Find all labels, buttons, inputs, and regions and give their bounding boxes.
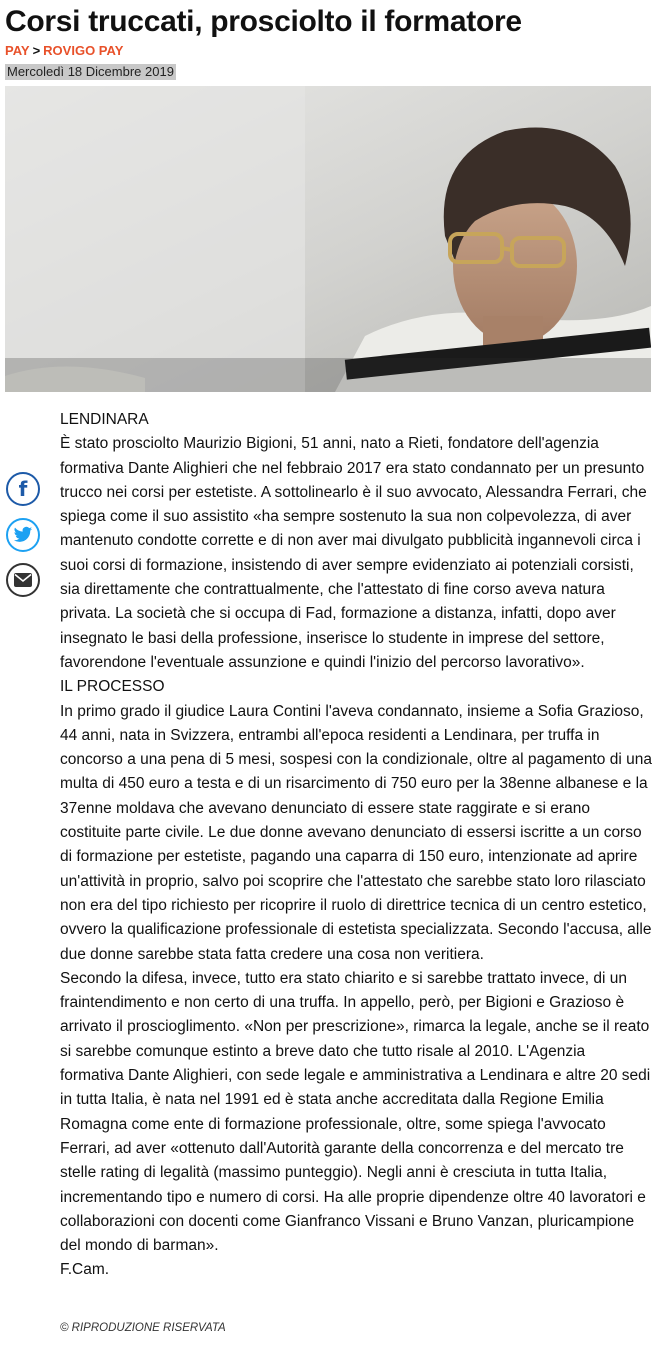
twitter-bird-icon xyxy=(13,526,33,544)
copyright-notice: © RIPRODUZIONE RISERVATA xyxy=(60,1322,226,1334)
article-paragraph: In primo grado il giudice Laura Contini l'aveva condannato, insieme a Sofia Grazioso, 44 anni, nata in Svizzera, entrambi all'epoca residenti a Lendinara, per truffa in concorso a una pena di 5 mesi, sospesi con la condizionale, oltre al pagamento di una multa di 450 euro a testa e di un risarcimento di 750 euro per la 38enne albanese e la 37enne moldava che avevano denunciato di essere state raggirate e si erano costituite parte civile. Le due donne avevano denunciato di essersi iscritte a un corso di formazione per estetiste, pagando una caparra di 150 euro, intenzionate ad aprire un'attività in proprio, salvo poi scoprire che l'attestato che sarebbe stato loro rilasciato non era del tipo richiesto per ricoprire il ruolo di direttrice tecnica di un centro estetico, ovvero la qualificazione professionale di estetista specializzata. Secondo l'accusa, alle due donne sarebbe stata fatta credere una cosa non veritiera. xyxy=(60,702,652,963)
article-paragraph: Secondo la difesa, invece, tutto era stato chiarito e si sarebbe trattato invece, di un fraintendimento e non certo di una truffa. In appello, però, per Bigioni e Grazioso è arrivato il proscioglimento. «Non per prescrizione», rimarca la legale, anche se il reato si sarebbe comunque estinto a breve dato che tutto risale al 2010. L'Agenzia formativa Dante Alighieri, con sede legale e amministrativa a Lendinara e altre 20 sedi in tutta Italia, è nata nel 1991 ed è stata anche accreditata dalla Regione Emilia Romagna come ente di formazione professionale, oltre, some spiega l'avvocato Ferrari, ad aver «ottenuto dall'Autorità garante della concorrenza e del mercato tre stelle rating di legalità (massimo punteggio). Negli anni è cresciuta in tutta Italia, incrementando tipo e numero di corsi. Ha alle proprie dipendenze oltre 40 lavoratori e collaborazioni con docenti come Gianfranco Vissani e Bruno Vanzan, pluricampione del mondo di barman». xyxy=(60,969,651,1255)
facebook-icon: f xyxy=(18,477,28,501)
article-subheading: IL PROCESSO xyxy=(60,678,165,696)
article-dateline: LENDINARA xyxy=(60,411,149,428)
breadcrumb-section-link[interactable]: PAY xyxy=(5,43,30,58)
breadcrumb-subsection-link[interactable]: ROVIGO PAY xyxy=(43,43,124,58)
share-email-button[interactable] xyxy=(6,563,40,597)
article-body xyxy=(60,408,652,1283)
publish-date: Mercoledì 18 Dicembre 2019 xyxy=(7,64,174,79)
article-paragraph: È stato prosciolto Maurizio Bigioni, 51 anni, nato a Rieti, fondatore dell'agenzia formativa Dante Alighieri che nel febbraio 2017 era stato condannato per un presunto trucco nei corsi per estetiste. A sottolinearlo è il suo avvocato, Alessandra Ferrari, che spiega come il suo assistito «ha sempre sostenuto la sua non colpevolezza, di aver mantenuto condotte corrette e di non aver mai divulgato pubblicità ingannevoli circa i suoi corsi di formazione, insistendo di aver sempre evidenziato ai potenziali corsisti, sia direttamente che contrattualmente, che l'attestato di fine corso aveva natura privata. La società che si occupa di Fad, formazione a distanza, infatti, dopo aver insegnato le basi della professione, inserisce lo studente in imprese del settore, favorendone l'eventuale assunzione e quindi l'inizio del percorso lavorativo». xyxy=(60,435,647,671)
share-twitter-button[interactable] xyxy=(6,518,40,552)
breadcrumb xyxy=(5,43,123,59)
article-photo xyxy=(5,86,651,392)
envelope-icon xyxy=(13,572,33,588)
breadcrumb-separator: > xyxy=(32,43,41,58)
photo-illustration xyxy=(5,86,651,392)
page-title: Corsi truccati, prosciolto il formatore xyxy=(5,5,522,38)
share-facebook-button[interactable] xyxy=(6,472,40,506)
article-author: F.Cam. xyxy=(60,1261,110,1279)
